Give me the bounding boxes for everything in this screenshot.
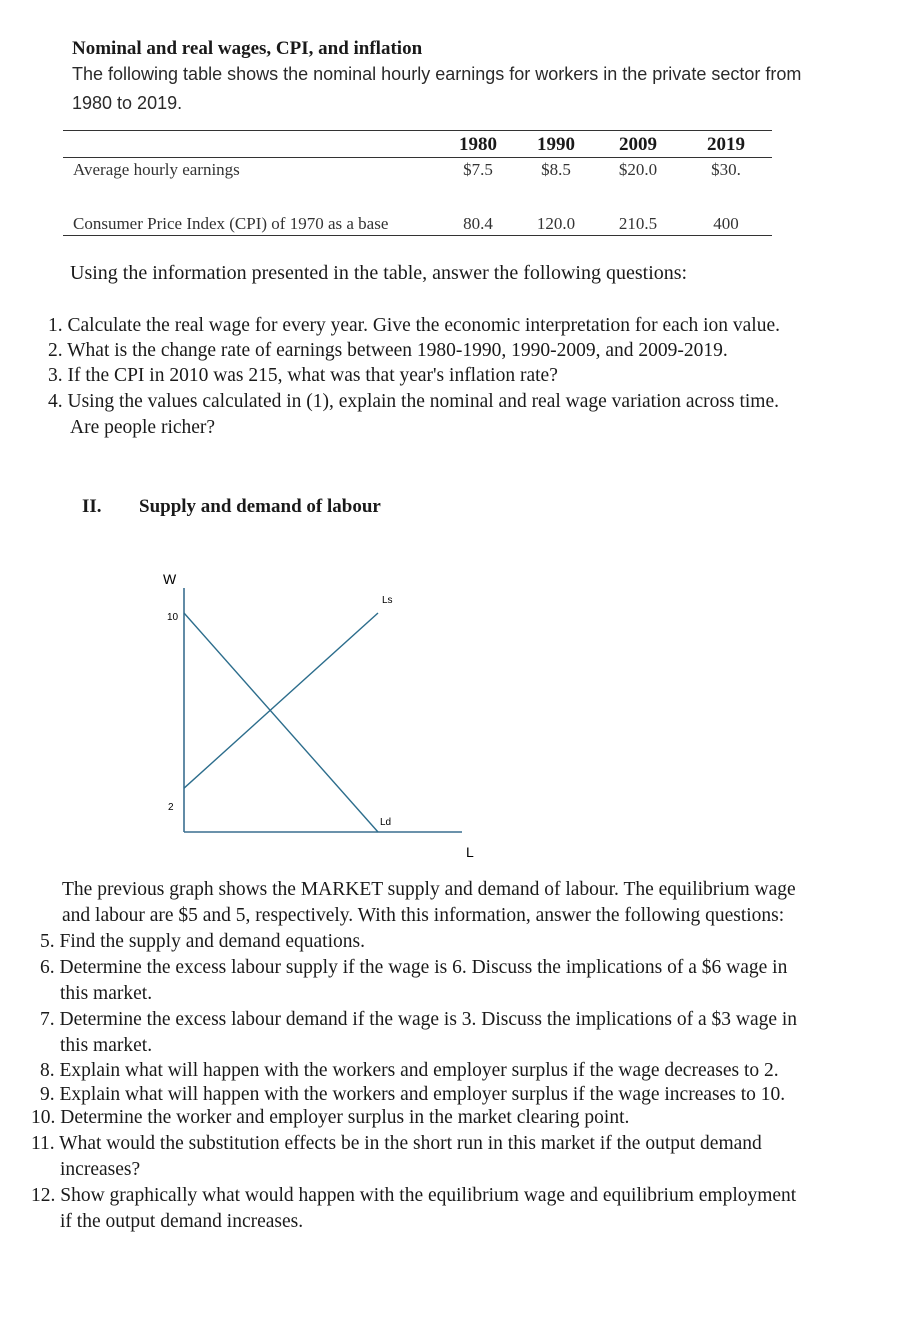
year-header-2019: 2019 — [707, 134, 745, 155]
y-tick-label-10: 10 — [167, 612, 179, 623]
question-12-cont: if the output demand increases. — [60, 1211, 304, 1232]
question-11: 11. What would the substitution effects be in the short run in this market if the output demand — [31, 1133, 762, 1154]
cell-cpi-1980: 80.4 — [463, 214, 493, 233]
demand-curve-label: Ld — [380, 817, 392, 828]
question-5: 5. Find the supply and demand equations. — [40, 931, 365, 952]
question-7: 7. Determine the excess labour demand if the wage is 3. Discuss the implications of a $3 wage in — [40, 1009, 798, 1030]
cell-earnings-1990: $8.5 — [541, 160, 571, 179]
supply-curve-ls — [184, 613, 378, 788]
intro-line-2: 1980 to 2019. — [72, 93, 183, 113]
question-1: 1. Calculate the real wage for every year. Give the economic interpretation for each ion value. — [48, 315, 781, 336]
question-4: 4. Using the values calculated in (1), explain the nominal and real wage variation across time. — [48, 391, 780, 412]
question-4-cont: Are people richer? — [70, 417, 216, 438]
supply-curve-label: Ls — [382, 595, 393, 606]
cell-earnings-2019: $30. — [711, 160, 741, 179]
graph-description-line-2: and labour are $5 and 5, respectively. With this information, answer the following questions: — [62, 905, 785, 926]
cell-cpi-1990: 120.0 — [536, 214, 576, 233]
question-8: 8. Explain what will happen with the workers and employer surplus if the wage decreases to 2. — [40, 1060, 779, 1081]
cell-cpi-2019: 400 — [713, 214, 739, 233]
demand-curve-ld — [184, 613, 378, 832]
x-axis-label: L — [466, 844, 474, 860]
y-axis-label: W — [163, 571, 177, 587]
question-12: 12. Show graphically what would happen with the equilibrium wage and equilibrium employment — [31, 1185, 797, 1206]
cell-cpi-2009: 210.5 — [618, 214, 658, 233]
graph-description-line-1: The previous graph shows the MARKET supply and demand of labour. The equilibrium wage — [62, 879, 796, 900]
year-header-2009: 2009 — [619, 134, 657, 155]
section-number: II. — [82, 496, 102, 517]
question-9: 9. Explain what will happen with the workers and employer surplus if the wage increases to 10. — [40, 1084, 786, 1105]
year-header-1990: 1990 — [537, 134, 575, 155]
y-tick-label-2: 2 — [168, 802, 174, 813]
cell-earnings-2009: $20.0 — [618, 160, 658, 179]
question-10: 10. Determine the worker and employer surplus in the market clearing point. — [31, 1107, 630, 1128]
cell-earnings-1980: $7.5 — [463, 160, 493, 179]
question-6: 6. Determine the excess labour supply if the wage is 6. Discuss the implications of a $6 wage in — [40, 957, 788, 978]
year-header-1980: 1980 — [459, 134, 497, 155]
section-2-title: Supply and demand of labour — [139, 496, 381, 517]
question-6-cont: this market. — [60, 983, 153, 1004]
question-11-cont: increases? — [60, 1159, 141, 1180]
questions-intro: Using the information presented in the table, answer the following questions: — [70, 262, 688, 284]
row-label-cpi: Consumer Price Index (CPI) of 1970 as a base — [73, 214, 389, 233]
question-2: 2. What is the change rate of earnings between 1980-1990, 1990-2009, and 2009-2019. — [48, 340, 728, 361]
question-3: 3. If the CPI in 2010 was 215, what was that year's inflation rate? — [48, 365, 558, 386]
section-title: Nominal and real wages, CPI, and inflation — [72, 38, 423, 59]
question-7-cont: this market. — [60, 1035, 153, 1056]
row-label-earnings: Average hourly earnings — [73, 160, 240, 179]
intro-line-1: The following table shows the nominal hourly earnings for workers in the private sector from — [72, 64, 802, 84]
